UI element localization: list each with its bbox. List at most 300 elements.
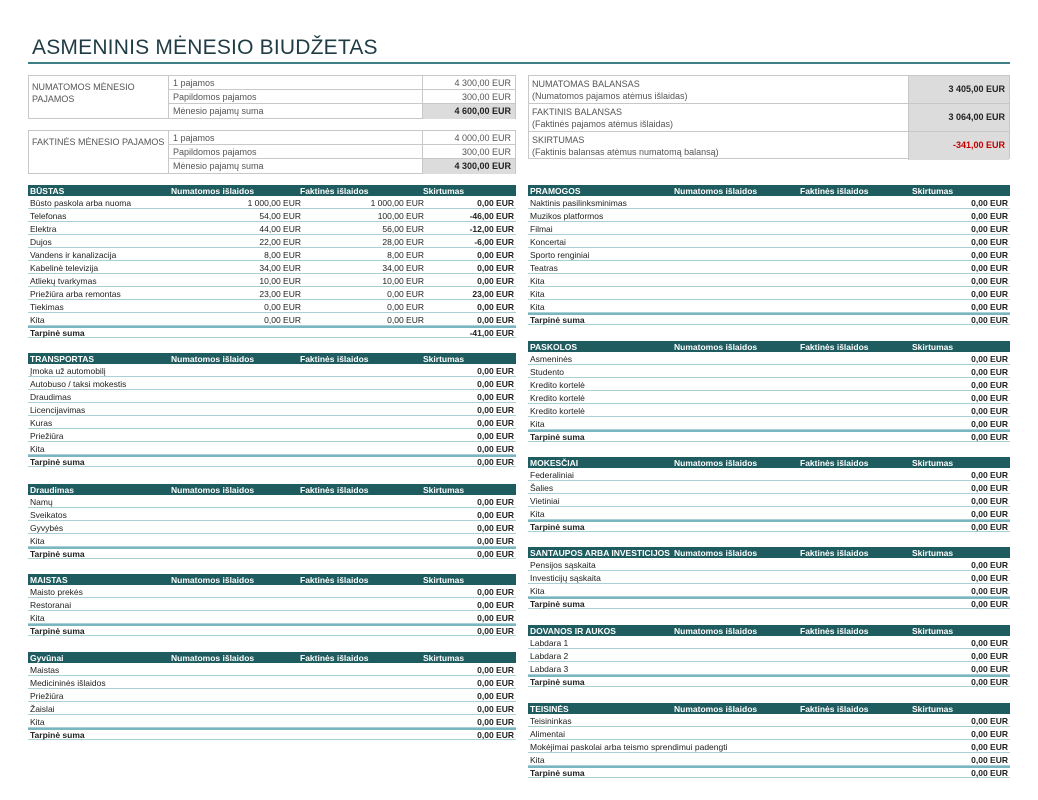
expense-label[interactable]: Mokėjimai paskolai arba teismo sprendimui padengti xyxy=(530,742,728,752)
actual-income-sum-row[interactable] xyxy=(169,159,515,174)
expense-label[interactable]: Sveikatos xyxy=(30,510,67,520)
table-row[interactable] xyxy=(28,689,516,702)
column-header-difference: Skirtumas xyxy=(912,186,954,196)
table-row[interactable] xyxy=(528,662,1010,675)
table-row[interactable] xyxy=(528,222,1010,235)
expense-table xyxy=(28,185,516,338)
difference-row[interactable] xyxy=(529,132,1009,160)
projected-income-label: NUMATOMOS MĖNESIO PAJAMOS xyxy=(29,76,169,118)
expense-label[interactable]: Autobuso / taksi mokestis xyxy=(30,379,127,389)
table-row[interactable] xyxy=(28,390,516,403)
table-header xyxy=(528,185,1010,196)
expense-label[interactable]: Investicijų sąskaita xyxy=(530,573,601,583)
projected-cost[interactable]: 44,00 EUR xyxy=(259,224,301,234)
table-row[interactable] xyxy=(28,377,516,390)
income-row-value[interactable]: 300,00 EUR xyxy=(461,147,511,157)
expense-label[interactable]: Sporto renginiai xyxy=(530,250,590,260)
table-row[interactable] xyxy=(28,663,516,676)
category-name: Draudimas xyxy=(30,485,74,495)
balance-subtitle: (Faktinės pajamos atėmus išlaidas) xyxy=(532,119,674,129)
expense-label[interactable]: Kuras xyxy=(30,418,53,428)
table-row[interactable] xyxy=(28,222,516,235)
table-row[interactable] xyxy=(528,196,1010,209)
table-row[interactable] xyxy=(28,611,516,624)
table-row[interactable] xyxy=(528,300,1010,313)
difference-value: 0,00 EUR xyxy=(971,367,1008,377)
table-row[interactable] xyxy=(528,714,1010,727)
actual-cost[interactable]: 10,00 EUR xyxy=(382,276,424,286)
difference-value: 0,00 EUR xyxy=(971,393,1008,403)
column-header-actual: Faktinės išlaidos xyxy=(300,485,369,495)
category-name: DOVANOS IR AUKOS xyxy=(530,626,616,636)
category-name: PRAMOGOS xyxy=(530,186,581,196)
difference-value: -46,00 EUR xyxy=(469,211,514,221)
table-row[interactable] xyxy=(28,248,516,261)
table-row[interactable] xyxy=(528,468,1010,481)
difference-value: 0,00 EUR xyxy=(971,380,1008,390)
expense-label[interactable]: Elektra xyxy=(30,224,57,234)
expense-label[interactable]: Šalies xyxy=(530,483,554,493)
expense-label[interactable]: Kabelinė televizija xyxy=(30,263,99,273)
difference-value: 0,00 EUR xyxy=(971,250,1008,260)
column-header-actual: Faktinės išlaidos xyxy=(300,186,369,196)
column-header-projected: Numatomos išlaidos xyxy=(171,186,255,196)
subtotal-row xyxy=(528,430,1010,442)
balance-subtitle: (Faktinis balansas atėmus numatomą balansą) xyxy=(532,147,719,157)
column-header-projected: Numatomos išlaidos xyxy=(674,342,758,352)
expense-table xyxy=(528,703,1010,778)
expense-label[interactable]: Labdara 1 xyxy=(530,638,569,648)
income-row-value[interactable]: 300,00 EUR xyxy=(461,92,511,102)
difference-value: 0,00 EUR xyxy=(477,587,514,597)
income-sum-value[interactable]: 4 300,00 EUR xyxy=(423,159,515,174)
difference-value: 0,00 EUR xyxy=(477,418,514,428)
table-row[interactable] xyxy=(28,403,516,416)
balance-box xyxy=(528,75,1010,159)
category-name: TEISINĖS xyxy=(530,704,569,714)
column-header-actual: Faktinės išlaidos xyxy=(300,575,369,585)
expense-table xyxy=(28,353,516,467)
difference-value: 0,00 EUR xyxy=(971,573,1008,583)
table-row[interactable] xyxy=(28,274,516,287)
projected-income-sum-row[interactable] xyxy=(169,104,515,119)
subtotal-label: Tarpinė suma xyxy=(30,457,85,467)
table-row[interactable] xyxy=(28,521,516,534)
expense-label[interactable]: Vandens ir kanalizacija xyxy=(30,250,117,260)
table-header xyxy=(528,547,1010,558)
difference-value: 0,00 EUR xyxy=(477,497,514,507)
expense-label[interactable]: Licencijavimas xyxy=(30,405,86,415)
table-row[interactable] xyxy=(528,391,1010,404)
difference-value: 0,00 EUR xyxy=(477,315,514,325)
balance-title: FAKTINIS BALANSAS xyxy=(532,107,623,117)
expense-label[interactable]: Kita xyxy=(30,613,45,623)
expense-table xyxy=(528,457,1010,532)
projected-income-box xyxy=(28,75,516,119)
difference-value[interactable]: -341,00 EUR xyxy=(909,132,1009,160)
difference-value: 0,00 EUR xyxy=(971,406,1008,416)
difference-value: 0,00 EUR xyxy=(971,419,1008,429)
actual-cost[interactable]: 56,00 EUR xyxy=(382,224,424,234)
subtotal-row xyxy=(528,313,1010,325)
expense-label[interactable]: Naktinis pasilinksminimas xyxy=(530,198,627,208)
actual-cost[interactable]: 1 000,00 EUR xyxy=(370,198,424,208)
category-name: MAISTAS xyxy=(30,575,68,585)
column-header-actual: Faktinės išlaidos xyxy=(800,458,869,468)
table-row[interactable] xyxy=(528,584,1010,597)
table-row[interactable] xyxy=(528,649,1010,662)
difference-value: 0,00 EUR xyxy=(971,509,1008,519)
expense-label[interactable]: Žaislai xyxy=(30,704,55,714)
income-row-label[interactable]: Papildomos pajamos xyxy=(169,145,423,158)
balance-title: SKIRTUMAS xyxy=(532,135,585,145)
table-row[interactable] xyxy=(28,508,516,521)
expense-table xyxy=(528,341,1010,442)
expense-table xyxy=(528,547,1010,609)
income-row-label[interactable]: 1 pajamos xyxy=(169,131,423,144)
table-row[interactable] xyxy=(528,287,1010,300)
expense-label[interactable]: Priežiūra xyxy=(30,691,64,701)
expense-label[interactable]: Kita xyxy=(530,302,545,312)
table-row[interactable] xyxy=(528,248,1010,261)
expense-label[interactable]: Medicininės išlaidos xyxy=(30,678,106,688)
table-row[interactable] xyxy=(28,585,516,598)
table-header xyxy=(28,574,516,585)
difference-value: 0,00 EUR xyxy=(477,510,514,520)
subtotal-label: Tarpinė suma xyxy=(530,768,585,778)
category-name: PASKOLOS xyxy=(530,342,578,352)
subtotal-value: 0,00 EUR xyxy=(477,730,514,740)
expense-label[interactable]: Įmoka už automobilį xyxy=(30,366,106,376)
difference-value: 0,00 EUR xyxy=(971,755,1008,765)
difference-value: 0,00 EUR xyxy=(971,496,1008,506)
subtotal-label: Tarpinė suma xyxy=(30,328,85,338)
difference-value: -12,00 EUR xyxy=(469,224,514,234)
expense-label[interactable]: Kita xyxy=(530,509,545,519)
expense-label[interactable]: Kita xyxy=(30,444,45,454)
subtotal-label: Tarpinė suma xyxy=(530,522,585,532)
income-sum-label[interactable]: Mėnesio pajamų suma xyxy=(169,104,423,119)
table-header xyxy=(28,353,516,364)
column-header-difference: Skirtumas xyxy=(423,653,465,663)
expense-label[interactable]: Telefonas xyxy=(30,211,67,221)
table-row[interactable] xyxy=(28,235,516,248)
projected-balance-value[interactable]: 3 405,00 EUR xyxy=(909,76,1009,103)
title-underline xyxy=(28,62,1010,64)
difference-value: 0,00 EUR xyxy=(971,664,1008,674)
expense-table xyxy=(528,185,1010,325)
difference-value: 0,00 EUR xyxy=(477,263,514,273)
subtotal-label: Tarpinė suma xyxy=(30,549,85,559)
column-header-actual: Faktinės išlaidos xyxy=(300,653,369,663)
actual-cost[interactable]: 34,00 EUR xyxy=(382,263,424,273)
difference-value: 0,00 EUR xyxy=(971,470,1008,480)
expense-label[interactable]: Priežiūra xyxy=(30,431,64,441)
difference-value: 0,00 EUR xyxy=(477,250,514,260)
income-row-label[interactable]: 1 pajamos xyxy=(169,76,423,89)
table-row[interactable] xyxy=(528,481,1010,494)
expense-label[interactable]: Kredito kortelė xyxy=(530,393,585,403)
table-row[interactable] xyxy=(528,365,1010,378)
subtotal-value: 0,00 EUR xyxy=(971,432,1008,442)
difference-value: 0,00 EUR xyxy=(477,405,514,415)
difference-value: 0,00 EUR xyxy=(971,586,1008,596)
difference-value: 0,00 EUR xyxy=(477,717,514,727)
projected-cost[interactable]: 54,00 EUR xyxy=(259,211,301,221)
table-row[interactable] xyxy=(28,429,516,442)
table-row[interactable] xyxy=(528,352,1010,365)
column-header-actual: Faktinės išlaidos xyxy=(800,704,869,714)
subtotal-value: 0,00 EUR xyxy=(477,549,514,559)
table-row[interactable] xyxy=(28,715,516,728)
table-row[interactable] xyxy=(28,676,516,689)
balance-label xyxy=(529,76,909,103)
table-row[interactable] xyxy=(528,378,1010,391)
expense-label[interactable]: Asmeninės xyxy=(530,354,573,364)
expense-label[interactable]: Teisininkas xyxy=(530,716,572,726)
column-header-difference: Skirtumas xyxy=(912,548,954,558)
table-header xyxy=(28,484,516,495)
subtotal-row xyxy=(528,675,1010,687)
difference-value: 0,00 EUR xyxy=(971,716,1008,726)
projected-cost[interactable]: 10,00 EUR xyxy=(259,276,301,286)
projected-cost[interactable]: 22,00 EUR xyxy=(259,237,301,247)
expense-label[interactable]: Kita xyxy=(530,419,545,429)
expense-label[interactable]: Muzikos platformos xyxy=(530,211,604,221)
category-name: MOKESČIAI xyxy=(530,458,579,468)
table-row[interactable] xyxy=(528,636,1010,649)
subtotal-value: -41,00 EUR xyxy=(469,328,514,338)
projected-cost[interactable]: 34,00 EUR xyxy=(259,263,301,273)
actual-cost[interactable]: 0,00 EUR xyxy=(387,302,424,312)
table-row[interactable] xyxy=(28,534,516,547)
category-name: TRANSPORTAS xyxy=(30,354,95,364)
table-row[interactable] xyxy=(28,196,516,209)
table-row[interactable] xyxy=(528,274,1010,287)
projected-income-row[interactable] xyxy=(169,90,515,104)
expense-label[interactable]: Draudimas xyxy=(30,392,72,402)
difference-value: 0,00 EUR xyxy=(477,198,514,208)
table-row[interactable] xyxy=(28,261,516,274)
column-header-projected: Numatomos išlaidos xyxy=(674,186,758,196)
actual-cost[interactable]: 28,00 EUR xyxy=(382,237,424,247)
actual-income-label: FAKTINĖS MĖNESIO PAJAMOS xyxy=(29,131,169,173)
expense-label[interactable]: Restoranai xyxy=(30,600,72,610)
expense-label[interactable]: Teatras xyxy=(530,263,558,273)
actual-cost[interactable]: 100,00 EUR xyxy=(377,211,424,221)
difference-value: 23,00 EUR xyxy=(472,289,514,299)
difference-value: 0,00 EUR xyxy=(477,613,514,623)
expense-label[interactable]: Kita xyxy=(530,586,545,596)
subtotal-row xyxy=(28,728,516,740)
actual-balance-row[interactable] xyxy=(529,104,1009,132)
table-row[interactable] xyxy=(528,494,1010,507)
subtotal-row xyxy=(528,766,1010,778)
category-name: BŪSTAS xyxy=(30,186,65,196)
actual-balance-value[interactable]: 3 064,00 EUR xyxy=(909,104,1009,131)
income-row-value[interactable]: 4 300,00 EUR xyxy=(454,78,511,88)
balance-label xyxy=(529,132,909,160)
table-row[interactable] xyxy=(28,416,516,429)
table-row[interactable] xyxy=(528,507,1010,520)
income-row-label[interactable]: Papildomos pajamos xyxy=(169,90,423,103)
difference-value: 0,00 EUR xyxy=(477,302,514,312)
difference-value: 0,00 EUR xyxy=(971,211,1008,221)
expense-label[interactable]: Tiekimas xyxy=(30,302,64,312)
income-sum-value[interactable]: 4 600,00 EUR xyxy=(423,104,515,119)
expense-label[interactable]: Maisto prekės xyxy=(30,587,83,597)
subtotal-row xyxy=(528,520,1010,532)
difference-value: 0,00 EUR xyxy=(477,678,514,688)
table-row[interactable] xyxy=(28,313,516,326)
actual-cost[interactable]: 0,00 EUR xyxy=(387,315,424,325)
projected-cost[interactable]: 1 000,00 EUR xyxy=(247,198,301,208)
projected-cost[interactable]: 8,00 EUR xyxy=(264,250,301,260)
difference-value: 0,00 EUR xyxy=(971,302,1008,312)
projected-cost[interactable]: 0,00 EUR xyxy=(264,315,301,325)
table-row[interactable] xyxy=(528,417,1010,430)
actual-cost[interactable]: 8,00 EUR xyxy=(387,250,424,260)
expense-label[interactable]: Namų xyxy=(30,497,53,507)
expense-label[interactable]: Labdara 2 xyxy=(530,651,569,661)
difference-value: 0,00 EUR xyxy=(477,379,514,389)
difference-value: 0,00 EUR xyxy=(971,224,1008,234)
income-sum-label[interactable]: Mėnesio pajamų suma xyxy=(169,159,423,174)
table-row[interactable] xyxy=(28,702,516,715)
actual-cost[interactable]: 0,00 EUR xyxy=(387,289,424,299)
table-row[interactable] xyxy=(528,209,1010,222)
difference-value: 0,00 EUR xyxy=(971,729,1008,739)
subtotal-row xyxy=(28,624,516,636)
difference-value: 0,00 EUR xyxy=(971,354,1008,364)
difference-value: 0,00 EUR xyxy=(477,444,514,454)
actual-income-row[interactable] xyxy=(169,131,515,145)
projected-income-row[interactable] xyxy=(169,76,515,90)
column-header-projected: Numatomos išlaidos xyxy=(171,653,255,663)
expense-label[interactable]: Dujos xyxy=(30,237,52,247)
expense-label[interactable]: Labdara 3 xyxy=(530,664,569,674)
difference-value: 0,00 EUR xyxy=(477,276,514,286)
table-row[interactable] xyxy=(28,287,516,300)
table-row[interactable] xyxy=(528,404,1010,417)
table-row[interactable] xyxy=(28,495,516,508)
difference-value: 0,00 EUR xyxy=(971,237,1008,247)
difference-value: 0,00 EUR xyxy=(971,742,1008,752)
column-header-actual: Faktinės išlaidos xyxy=(800,626,869,636)
subtotal-value: 0,00 EUR xyxy=(971,522,1008,532)
expense-label[interactable]: Koncertai xyxy=(530,237,566,247)
subtotal-value: 0,00 EUR xyxy=(477,457,514,467)
column-header-difference: Skirtumas xyxy=(423,575,465,585)
column-header-difference: Skirtumas xyxy=(912,626,954,636)
table-row[interactable] xyxy=(528,261,1010,274)
column-header-difference: Skirtumas xyxy=(423,354,465,364)
column-header-projected: Numatomos išlaidos xyxy=(674,704,758,714)
expense-label[interactable]: Kita xyxy=(530,276,545,286)
table-header xyxy=(528,457,1010,468)
subtotal-label: Tarpinė suma xyxy=(530,432,585,442)
table-row[interactable] xyxy=(528,235,1010,248)
table-row[interactable] xyxy=(528,727,1010,740)
expense-label[interactable]: Pensijos sąskaita xyxy=(530,560,596,570)
table-header xyxy=(528,625,1010,636)
difference-value: 0,00 EUR xyxy=(971,263,1008,273)
expense-label[interactable]: Alimentai xyxy=(530,729,565,739)
expense-label[interactable]: Kita xyxy=(30,536,45,546)
projected-balance-row[interactable] xyxy=(529,76,1009,104)
table-row[interactable] xyxy=(528,740,1010,753)
category-name: SANTAUPOS ARBA INVESTICIJOS xyxy=(530,548,670,558)
table-row[interactable] xyxy=(28,442,516,455)
column-header-difference: Skirtumas xyxy=(912,704,954,714)
column-header-actual: Faktinės išlaidos xyxy=(800,342,869,352)
table-row[interactable] xyxy=(528,571,1010,584)
expense-label[interactable]: Maistas xyxy=(30,665,60,675)
table-row[interactable] xyxy=(528,753,1010,766)
actual-income-row[interactable] xyxy=(169,145,515,159)
expense-table xyxy=(528,625,1010,687)
expense-label[interactable]: Kredito kortelė xyxy=(530,406,585,416)
difference-value: 0,00 EUR xyxy=(971,198,1008,208)
table-row[interactable] xyxy=(28,300,516,313)
column-header-difference: Skirtumas xyxy=(423,186,465,196)
table-row[interactable] xyxy=(28,209,516,222)
expense-label[interactable]: Federaliniai xyxy=(530,470,574,480)
expense-label[interactable]: Filmai xyxy=(530,224,553,234)
subtotal-label: Tarpinė suma xyxy=(530,599,585,609)
expense-label[interactable]: Būsto paskola arba nuoma xyxy=(30,198,132,208)
subtotal-value: 0,00 EUR xyxy=(477,626,514,636)
income-row-value[interactable]: 4 000,00 EUR xyxy=(454,133,511,143)
table-header xyxy=(528,341,1010,352)
expense-label[interactable]: Kita xyxy=(530,289,545,299)
expense-label[interactable]: Kita xyxy=(530,755,545,765)
actual-income-box xyxy=(28,130,516,174)
expense-label[interactable]: Kita xyxy=(30,717,45,727)
subtotal-value: 0,00 EUR xyxy=(971,677,1008,687)
column-header-projected: Numatomos išlaidos xyxy=(171,485,255,495)
difference-value: 0,00 EUR xyxy=(477,431,514,441)
column-header-difference: Skirtumas xyxy=(423,485,465,495)
subtotal-label: Tarpinė suma xyxy=(30,626,85,636)
expense-label[interactable]: Kita xyxy=(30,315,45,325)
table-header xyxy=(28,652,516,663)
difference-value: 0,00 EUR xyxy=(971,276,1008,286)
table-row[interactable] xyxy=(28,598,516,611)
category-name: Gyvūnai xyxy=(30,653,64,663)
projected-cost[interactable]: 23,00 EUR xyxy=(259,289,301,299)
table-row[interactable] xyxy=(28,364,516,377)
expense-label[interactable]: Kredito kortelė xyxy=(530,380,585,390)
projected-cost[interactable]: 0,00 EUR xyxy=(264,302,301,312)
column-header-actual: Faktinės išlaidos xyxy=(800,186,869,196)
table-row[interactable] xyxy=(528,558,1010,571)
difference-value: 0,00 EUR xyxy=(971,638,1008,648)
subtotal-row xyxy=(28,547,516,559)
subtotal-value: 0,00 EUR xyxy=(971,599,1008,609)
expense-label[interactable]: Gyvybės xyxy=(30,523,64,533)
difference-value: -6,00 EUR xyxy=(474,237,514,247)
expense-label[interactable]: Vietiniai xyxy=(530,496,560,506)
expense-label[interactable]: Priežiūra arba remontas xyxy=(30,289,121,299)
difference-value: 0,00 EUR xyxy=(477,704,514,714)
expense-label[interactable]: Studento xyxy=(530,367,565,377)
expense-label[interactable]: Atliekų tvarkymas xyxy=(30,276,97,286)
expense-table xyxy=(28,574,516,636)
subtotal-label: Tarpinė suma xyxy=(530,677,585,687)
column-header-actual: Faktinės išlaidos xyxy=(300,354,369,364)
difference-value: 0,00 EUR xyxy=(477,392,514,402)
